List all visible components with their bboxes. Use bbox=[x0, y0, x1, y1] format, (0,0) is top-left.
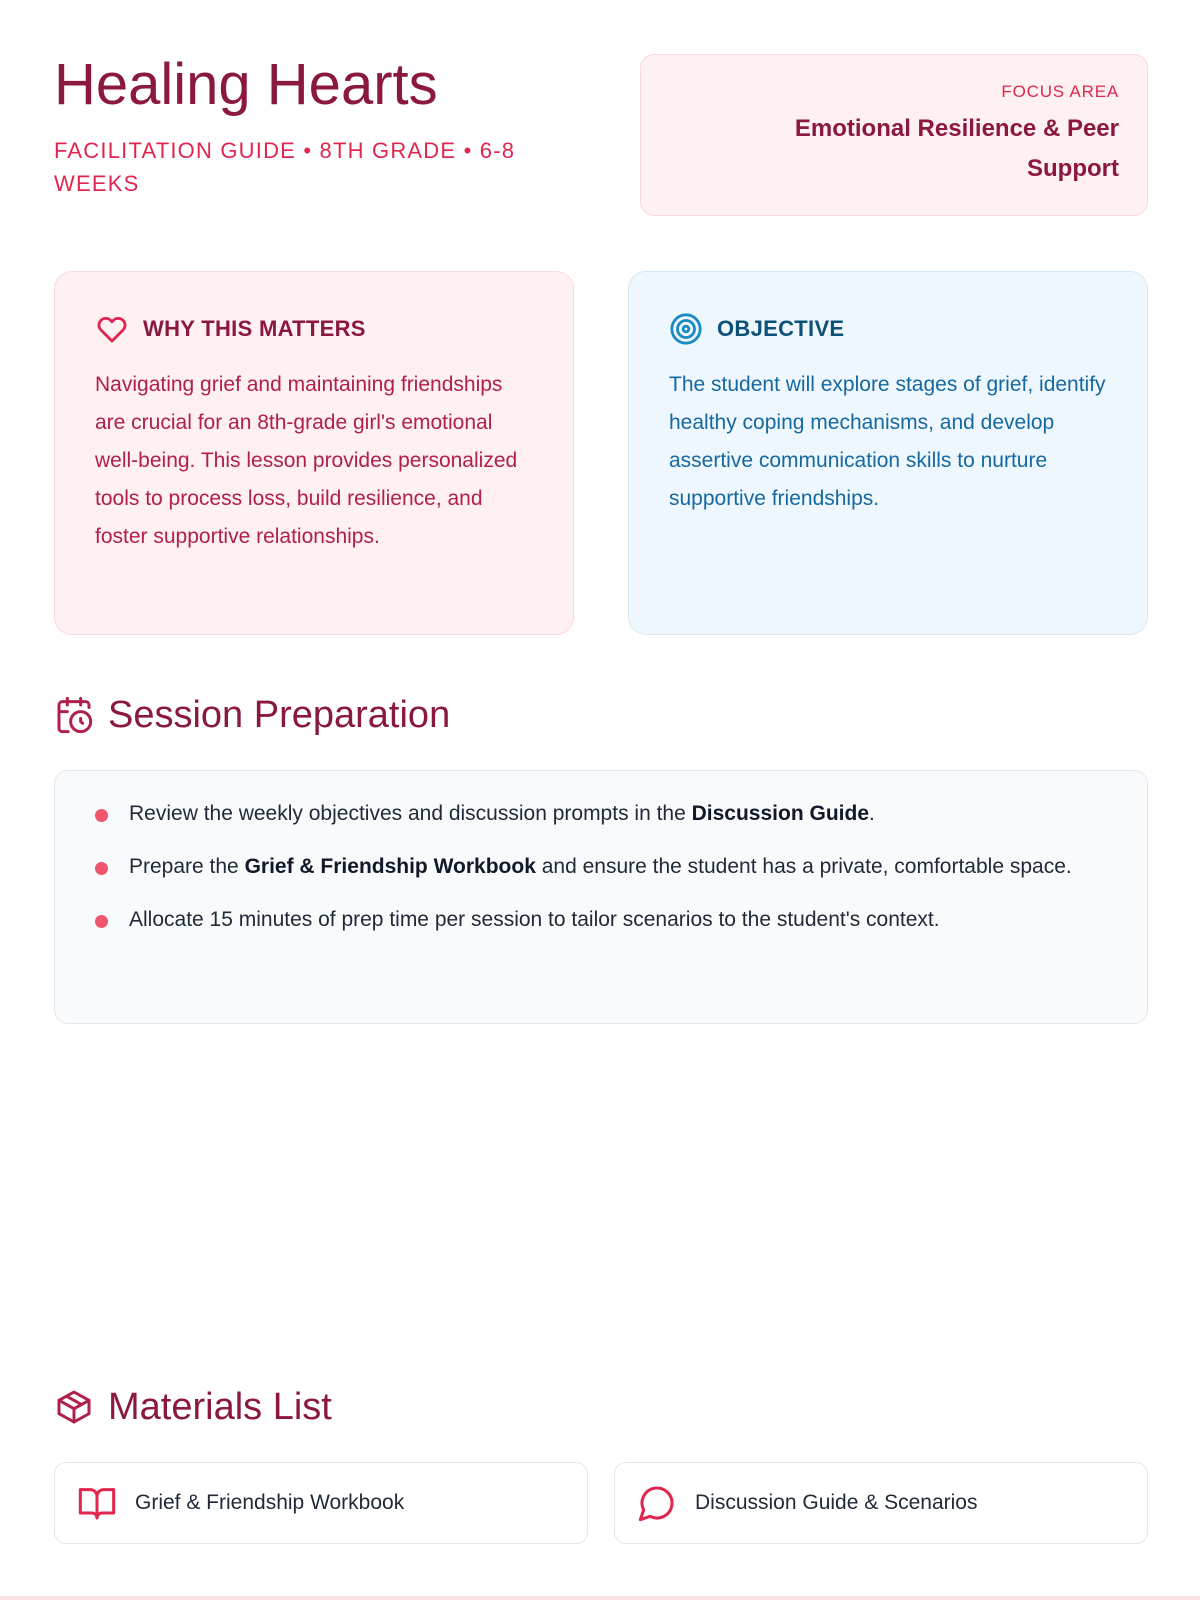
materials-list-title: Materials List bbox=[108, 1386, 332, 1428]
objective-header bbox=[669, 312, 1107, 346]
calendar-clock-icon bbox=[54, 695, 94, 735]
page-subtitle: FACILITATION GUIDE • 8TH GRADE • 6-8 WEEKS bbox=[54, 138, 516, 196]
why-this-matters-heading: WHY THIS MATTERS bbox=[143, 316, 366, 341]
material-workbook[interactable] bbox=[54, 1462, 588, 1544]
bottom-divider bbox=[0, 1596, 1200, 1600]
material-discussion-guide-label: Discussion Guide & Scenarios bbox=[695, 1491, 978, 1514]
objective-heading: OBJECTIVE bbox=[717, 316, 845, 341]
session-preparation-list bbox=[54, 770, 1148, 1024]
objective-card bbox=[628, 271, 1148, 635]
focus-area-label: FOCUS AREA bbox=[1001, 82, 1119, 101]
heart-icon bbox=[95, 312, 129, 346]
package-icon bbox=[54, 1387, 94, 1427]
session-preparation-heading bbox=[54, 692, 450, 738]
materials-list-heading bbox=[54, 1384, 332, 1430]
target-icon bbox=[669, 312, 703, 346]
why-this-matters-text: Navigating grief and maintaining friendships are crucial for an 8th-grade girl's emotional well-being. This lesson provides personalized tools to process loss, build resilience, and foster supportive relationships. bbox=[95, 373, 518, 548]
bullet-dot bbox=[95, 915, 108, 928]
list-item: Allocate 15 minutes of prep time per session to tailor scenarios to the student's context. bbox=[95, 903, 1107, 936]
list-item: Prepare the Grief & Friendship Workbook and ensure the student has a private, comfortable space. bbox=[95, 850, 1107, 883]
why-this-matters-header bbox=[95, 312, 533, 346]
chat-bubble-icon bbox=[637, 1483, 677, 1523]
bullet-dot bbox=[95, 809, 108, 822]
material-workbook-label: Grief & Friendship Workbook bbox=[135, 1491, 405, 1514]
bullet-dot bbox=[95, 862, 108, 875]
why-this-matters-card bbox=[54, 271, 574, 635]
material-discussion-guide[interactable] bbox=[614, 1462, 1148, 1544]
session-preparation-title: Session Preparation bbox=[108, 694, 451, 736]
list-item: Review the weekly objectives and discussion prompts in the Discussion Guide. bbox=[95, 797, 1107, 830]
objective-text: The student will explore stages of grief, identify healthy coping mechanisms, and develop assertive communication skills to nurture supportive friendships. bbox=[669, 373, 1106, 510]
book-icon bbox=[77, 1483, 117, 1523]
focus-area-card bbox=[640, 54, 1148, 216]
focus-area-value: Emotional Resilience & Peer Support bbox=[794, 115, 1119, 182]
page-title: Healing Hearts bbox=[54, 52, 438, 117]
